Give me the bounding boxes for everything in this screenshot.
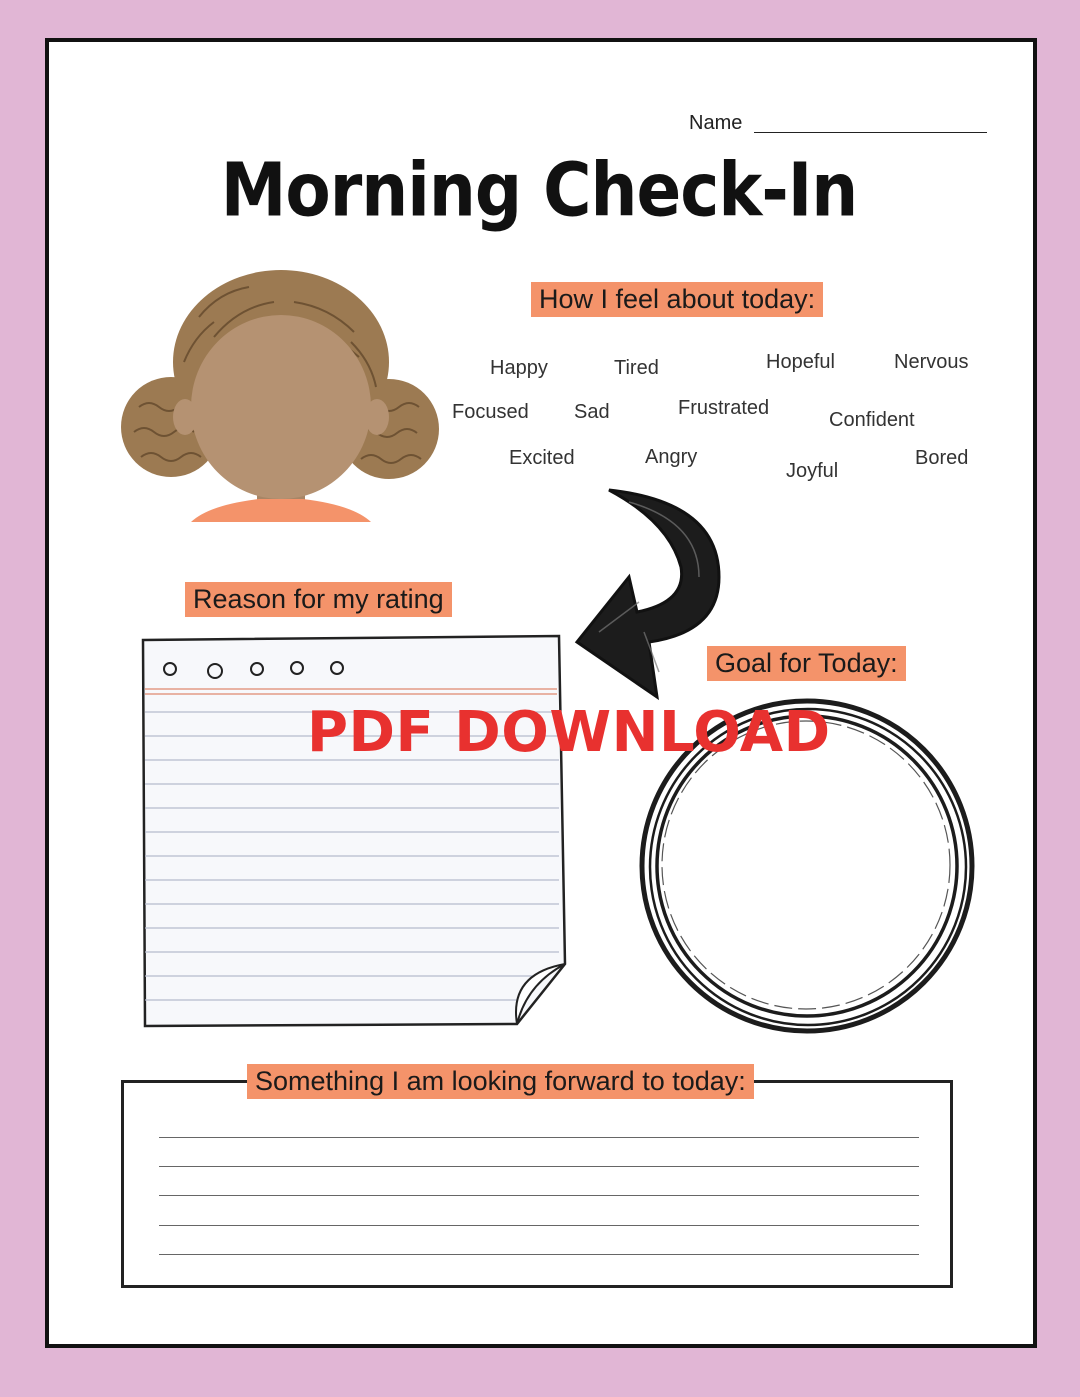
name-field-line[interactable] bbox=[754, 132, 987, 133]
notepad-icon[interactable] bbox=[137, 634, 567, 1029]
feeling-word[interactable]: Excited bbox=[509, 447, 575, 469]
pdf-download-watermark: PDF DOWNLOAD bbox=[307, 700, 831, 765]
feeling-word[interactable]: Tired bbox=[614, 357, 659, 379]
reason-label: Reason for my rating bbox=[185, 582, 452, 617]
page-title: Morning Check-In bbox=[220, 147, 858, 234]
feeling-word[interactable]: Nervous bbox=[894, 351, 969, 373]
worksheet-page bbox=[45, 38, 1037, 1348]
name-label: Name bbox=[689, 112, 743, 134]
feeling-word[interactable]: Happy bbox=[490, 357, 548, 379]
feeling-word[interactable]: Confident bbox=[829, 409, 915, 431]
write-line[interactable] bbox=[159, 1137, 919, 1138]
feeling-word[interactable]: Sad bbox=[574, 401, 610, 423]
feeling-word[interactable]: Frustrated bbox=[678, 397, 770, 419]
feeling-word[interactable]: Angry bbox=[645, 446, 698, 468]
forward-write-box[interactable] bbox=[121, 1080, 953, 1288]
feeling-word[interactable]: Hopeful bbox=[766, 351, 835, 373]
girl-avatar-icon bbox=[119, 267, 449, 522]
feeling-word[interactable]: Joyful bbox=[786, 460, 839, 482]
feeling-word[interactable]: Focused bbox=[452, 401, 529, 423]
write-line[interactable] bbox=[159, 1195, 919, 1196]
goal-label: Goal for Today: bbox=[707, 646, 906, 681]
forward-label: Something I am looking forward to today: bbox=[247, 1064, 754, 1099]
write-line[interactable] bbox=[159, 1254, 919, 1255]
feeling-word[interactable]: Bored bbox=[915, 447, 969, 469]
write-line[interactable] bbox=[159, 1225, 919, 1226]
feel-label: How I feel about today: bbox=[531, 282, 823, 317]
write-line[interactable] bbox=[159, 1166, 919, 1167]
